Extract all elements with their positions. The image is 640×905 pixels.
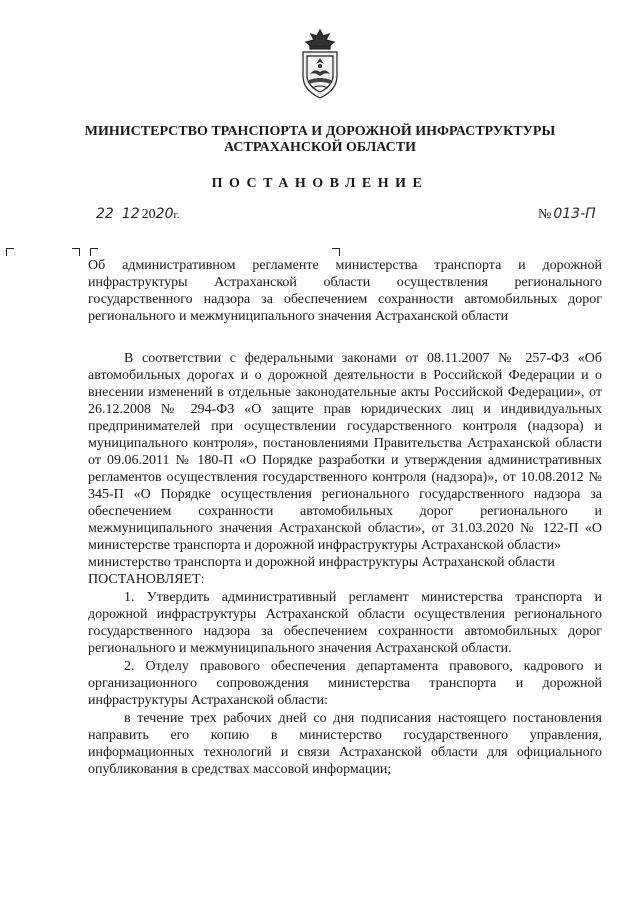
number-prefix: № — [538, 207, 552, 222]
clause-2-subitem: в течение трех рабочих дней со дня подписания настоящего постановления направить его копию в министерство государственного управления, информационных технологий и связи Астраханской области для официального опубликования в средствах массовой информации; — [88, 711, 602, 777]
document-body — [88, 350, 602, 778]
corner-mark-top-right — [72, 248, 80, 256]
corner-mark-top-left — [6, 248, 14, 256]
number-value: 013-П — [553, 206, 596, 222]
ministry-name-line-2: АСТРАХАНСКОЙ ОБЛАСТИ — [223, 140, 416, 155]
clause-1: 1. Утвердить административный регламент министерства транспорта и дорожной инфраструктуры Астраханской области осуществления регионального государственного надзора за обеспечением сохранности автомобильных дорог регионального и межмуниципального значения Астраханской области. — [88, 590, 602, 656]
issuer-line: министерство транспорта и дорожной инфраструктуры Астраханской области — [88, 555, 555, 570]
date-suffix: г. — [173, 209, 180, 221]
resolution-keyword: ПОСТАНОВЛЯЕТ: — [88, 572, 205, 587]
document-number — [538, 206, 596, 223]
subject-corner-mark-right — [332, 248, 340, 256]
subject-corner-mark-left — [90, 248, 98, 256]
date-year-handwritten: 20 — [155, 206, 174, 222]
document-type-title: ПОСТАНОВЛЕНИЕ — [211, 176, 429, 191]
date-day: 22 — [96, 206, 114, 222]
coat-of-arms-emblem — [298, 28, 342, 104]
subject-text: Об административном регламенте министерства транспорта и дорожной инфраструктуры Астраханской области осуществления регионального государственного надзора за обеспечением сохранности автомобильных дорог регионального и межмуниципального значения Астраханской области — [88, 258, 602, 324]
ministry-name-line-1: МИНИСТЕРСТВО ТРАНСПОРТА И ДОРОЖНОЙ ИНФРАСТРУКТУРЫ — [84, 124, 556, 139]
preamble-paragraph: В соответствии с федеральными законами от 08.11.2007 № 257-ФЗ «Об автомобильных дорогах и о дорожной деятельности в Российской Федерации и о внесении изменений в отдельные законодательные акты Российской Федерации», от 26.12.2008 № 294-ФЗ «О защите прав юридических лиц и индивидуальных предпринимателей при осуществлении государственного контроля (надзора) и муниципального контроля», постановлениями Правительства Астраханской области от 09.06.2011 № 180-П «О Порядке разработки и утверждения административных регламентов осуществления государственного контроля (надзора)», от 10.08.2012 № 345-П «О Порядке осуществления регионального государственного надзора за обеспечением сохранности автомобильных дорог регионального и межмуниципального значения Астраханской области», от 31.03.2020 № 122-П «О министерстве транспорта и дорожной инфраструктуры Астраханской области» — [88, 351, 602, 553]
document-subject — [88, 257, 602, 325]
date-year-prefix: 20 — [141, 207, 156, 222]
clause-2: 2. Отделу правового обеспечения департамента правового, кадрового и организационного сопровождения министерства транспорта и дорожной инфраструктуры Астраханской области: — [88, 659, 602, 708]
date-month: 12 — [121, 206, 140, 222]
document-date — [96, 206, 180, 223]
